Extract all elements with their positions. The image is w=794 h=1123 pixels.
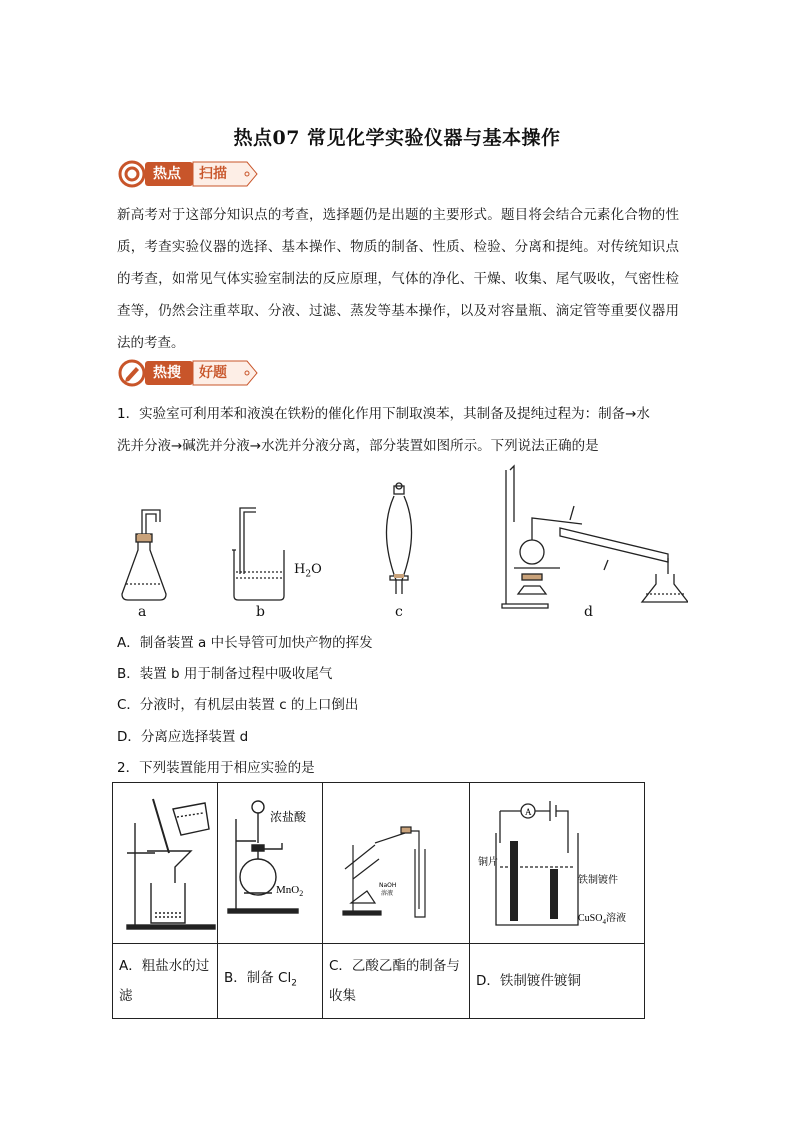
pencil-icon (117, 358, 267, 388)
filtration-apparatus (113, 783, 217, 939)
mno2-label: MnO$_2$ (276, 884, 304, 898)
hotspot-scan-badge (117, 159, 267, 189)
page-title: 热点07 常见化学实验仪器与基本操作 (233, 127, 561, 149)
caption-b: b (256, 604, 265, 620)
apparatus-drawing (108, 462, 688, 612)
hot-search-badge (117, 358, 267, 388)
q2-picture-c (323, 783, 470, 944)
naoh-label-2: 溶液 (381, 890, 394, 897)
q1-stem-line2: 洗并分液→碱洗并分液→水洗并分液分离，部分装置如图所示。下列说法正确的是 (117, 438, 599, 454)
electroplating-apparatus (470, 783, 644, 939)
q2-picture-d (470, 783, 645, 944)
copper-label: 铜片 (478, 857, 498, 868)
caption-a: a (138, 604, 147, 620)
q1-option-d: D．分离应选择装置 d (117, 729, 249, 745)
badge2-part1: 热搜 (153, 365, 181, 381)
ammeter-label: A (525, 807, 532, 817)
naoh-label-1: NaOH (379, 882, 397, 889)
q1-apparatus-figure (108, 462, 688, 620)
caption-c: c (395, 604, 403, 620)
ester-apparatus (323, 783, 469, 939)
acid-label: 浓盐酸 (270, 810, 307, 824)
q2-picture-a (113, 783, 218, 944)
q2-options-table (112, 782, 645, 1019)
target-icon (117, 159, 267, 189)
water-label: $H_2O$ (294, 562, 322, 580)
q2-option-d: D．铁制镀件镀铜 (470, 944, 645, 1019)
q2-stem: 2．下列装置能用于相应实验的是 (117, 760, 315, 776)
badge1-part1: 热点 (153, 166, 181, 182)
intro-paragraph: 新高考对于这部分知识点的考查，选择题仍是出题的主要形式。题目将会结合元素化合物的性质，考查实验仪器的选择、基本操作、物质的制备、性质、检验、分离和提纯。对传统知识点的考查，如常见气体实验室制法的反应原理，气体的净化、干燥、收集、尾气吸收，气密性检查等，仍然会注重萃取、分液、过滤、蒸发等基本操作，以及对容量瓶、滴定管等重要仪器用法的考查。 (117, 207, 679, 351)
q1-option-c: C．分液时，有机层由装置 c 的上口倒出 (117, 697, 359, 713)
q1-option-b: B．装置 b 用于制备过程中吸收尾气 (117, 666, 333, 682)
q2-picture-b (218, 783, 323, 944)
q2-option-b: B．制备 $Cl_2$ (218, 944, 323, 1019)
cuso4-label: CuSO$_4$溶液 (578, 913, 626, 926)
q1-stem-line1: 1．实验室可利用苯和液溴在铁粉的催化作用下制取溴苯，其制备及提纯过程为：制备→水 (117, 406, 650, 422)
caption-d: d (584, 604, 593, 620)
q2-option-a: A．粗盐水的过滤 (113, 944, 218, 1019)
iron-label: 铁制镀件 (578, 875, 618, 886)
q2-option-c: C．乙酸乙酯的制备与收集 (323, 944, 470, 1019)
badge1-part2: 扫描 (199, 166, 227, 182)
chlorine-apparatus (218, 783, 322, 939)
badge2-part2: 好题 (199, 365, 227, 381)
q1-option-a: A．制备装置 a 中长导管可加快产物的挥发 (117, 635, 373, 651)
